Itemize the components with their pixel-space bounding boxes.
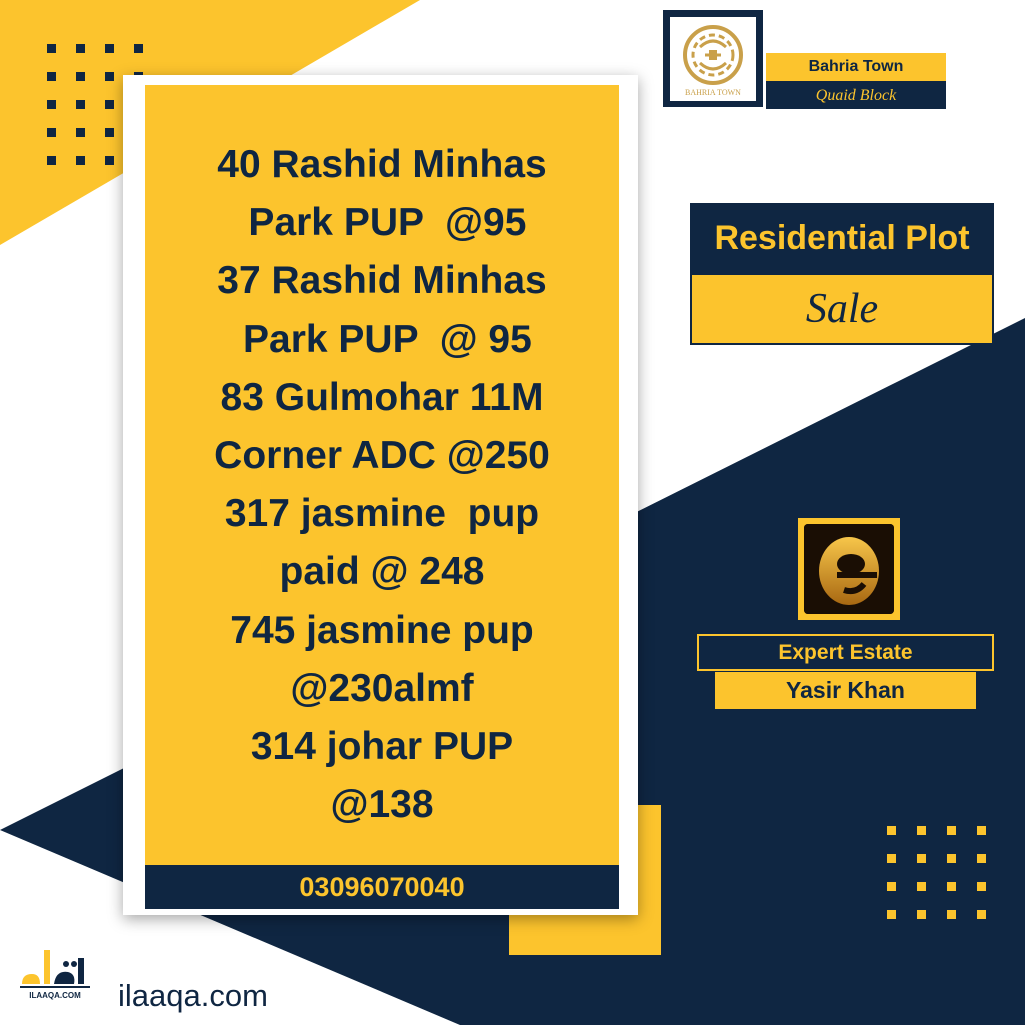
- listing-lines: [145, 136, 619, 834]
- bahria-logo-caption: BAHRIA TOWN: [685, 88, 741, 97]
- agent-company: Expert Estate: [697, 634, 994, 671]
- expert-estate-e-logo-icon: [804, 524, 894, 614]
- listing-line: @138: [330, 783, 434, 827]
- phone-number: 03096070040: [145, 865, 619, 909]
- listing-line: @230almf: [290, 666, 474, 710]
- ilaaqa-logo-icon: [16, 944, 96, 1004]
- listing-line: Park PUP @ 95: [232, 317, 532, 361]
- listing-line: 40 Rashid Minhas: [217, 143, 547, 186]
- listing-line: paid @ 248: [279, 550, 485, 594]
- ilaaqa-logo-caption: ILAAQA.COM: [29, 991, 81, 1000]
- listing-line: 37 Rashid Minhas: [217, 259, 547, 303]
- listing-line: 317 jasmine pup: [224, 492, 540, 536]
- property-purpose: Sale: [690, 273, 994, 345]
- brand-block: Quaid Block: [766, 81, 946, 109]
- site-url[interactable]: ilaaqa.com: [118, 978, 268, 1013]
- listing-line: Corner ADC @250: [214, 434, 550, 478]
- listing-line: 83 Gulmohar 11M: [220, 375, 544, 419]
- brand-name: Bahria Town: [766, 53, 946, 81]
- dot-grid-bottom-right: [887, 826, 986, 919]
- listing-line: 314 johar PUP: [250, 725, 514, 769]
- listing-line: Park PUP @95: [237, 201, 527, 245]
- agent-name: Yasir Khan: [715, 672, 976, 709]
- listing-line: 745 jasmine pup: [230, 608, 534, 652]
- property-type: Residential Plot: [690, 203, 994, 273]
